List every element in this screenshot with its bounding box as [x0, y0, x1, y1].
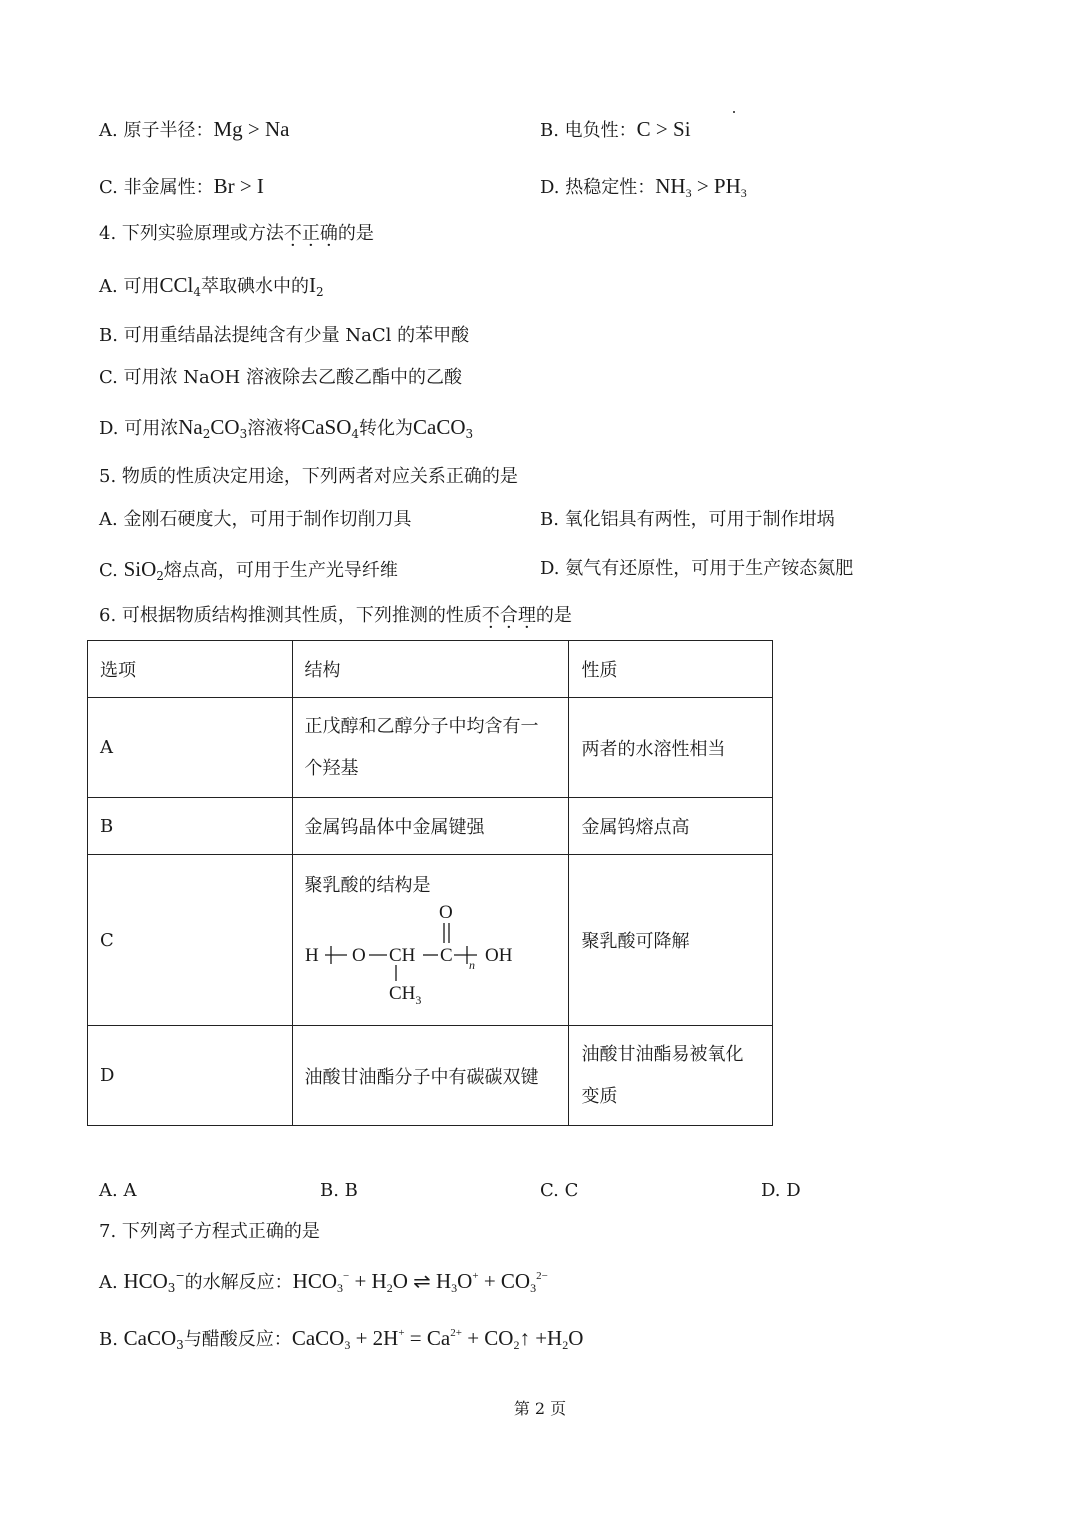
q6-answer-c: C. C: [540, 1180, 579, 1201]
row-option: C: [88, 855, 293, 1026]
emphasis-char: 正: [301, 223, 320, 244]
row-structure: 正戊醇和乙醇分子中均含有一个羟基: [292, 698, 569, 798]
ester-oxygen: O: [351, 945, 366, 966]
carbonyl-oxygen: O: [438, 902, 453, 923]
q3-option-c-formula: Br > I: [213, 174, 264, 198]
row-structure: 油酸甘油酯分子中有碳碳双键: [292, 1026, 569, 1126]
structure-caption: 聚乳酸的结构是: [304, 875, 431, 896]
row-option: A: [88, 698, 293, 798]
table-row: [88, 1026, 773, 1126]
row-property: 两者的水溶性相当: [569, 698, 773, 798]
header-option: 选项: [88, 641, 293, 698]
carbonyl-carbon: C: [439, 945, 453, 966]
row-property: 油酸甘油酯易被氧化变质: [569, 1026, 773, 1126]
q5-option-b: B. 氧化铝具有两性，可用于制作坩埚: [540, 509, 835, 530]
q4-option-b: B. 可用重结晶法提纯含有少量 NaCl 的苯甲酸: [99, 325, 470, 346]
ch-group: CH: [388, 945, 415, 966]
q6-answer-d: D. D: [761, 1180, 801, 1201]
q6-stem: 6. 可根据物质结构推测其性质，下列推测的性质不合理的是: [99, 605, 572, 626]
q7-option-b: B. CaCO$_3$与醋酸反应：CaCO$_3$ + $2H^+ = Ca^{2+}$ + $CO_2↑ +H_2O$: [99, 1326, 584, 1352]
row-option: B: [88, 798, 293, 855]
q3-option-d-label: D. 热稳定性：: [540, 177, 656, 198]
q3-option-a-label: A. 原子半径：: [99, 120, 214, 141]
row-property: 金属钨熔点高: [569, 798, 773, 855]
row-property: 聚乳酸可降解: [569, 855, 773, 1026]
q3-option-d: [540, 174, 747, 200]
q3-option-b-formula: C > Si: [636, 117, 691, 141]
q7-option-a: A. $HCO_3^-$的水解反应：$HCO_3^- + H_2O$ ⇌ $H_3O^+ + CO_3^{2-}$: [99, 1269, 548, 1295]
q5-stem: 5. 物质的性质决定用途，下列两者对应关系正确的是: [99, 466, 518, 487]
q6-answer-b: B. B: [320, 1180, 358, 1201]
emphasis-char: 确: [319, 223, 338, 244]
row-option: D: [88, 1026, 293, 1126]
stray-mark: [733, 111, 735, 113]
q5-option-c: C. SiO$_2$熔点高，可用于生产光导纤维: [99, 557, 398, 583]
q3-option-d-formula: $NH_3 > PH_3$: [655, 174, 747, 200]
end-oh: OH: [484, 945, 512, 966]
q6-answer-a: A. A: [99, 1180, 137, 1201]
q3-option-b-label: B. 电负性：: [540, 120, 637, 141]
q6-table: [87, 640, 773, 1126]
polylactic-acid-structure: [305, 897, 545, 1007]
q4-stem: 4. 下列实验原理或方法不正确的是: [99, 223, 374, 244]
row-structure: 金属钨晶体中金属键强: [292, 798, 569, 855]
emphasis-char: 不: [481, 605, 500, 626]
q7-stem: 7. 下列离子方程式正确的是: [99, 1221, 320, 1242]
q4-option-c: C. 可用浓 NaOH 溶液除去乙酸乙酯中的乙酸: [99, 367, 462, 388]
table-row: [88, 855, 773, 1026]
table-row: [88, 798, 773, 855]
header-structure: 结构: [292, 641, 569, 698]
repeat-n: n: [468, 958, 475, 972]
emphasis-char: 理: [517, 605, 536, 626]
emphasis-char: 合: [499, 605, 518, 626]
end-h: H: [304, 945, 319, 966]
q5-option-d: D. 氨气有还原性，可用于生产铵态氮肥: [540, 558, 854, 579]
methyl-group: $CH_3$: [388, 983, 421, 1007]
table-row: [88, 698, 773, 798]
table-header-row: [88, 641, 773, 698]
row-structure: [292, 855, 569, 1026]
page-number: 第 2 页: [513, 1399, 567, 1418]
q5-option-a: A. 金刚石硬度大，可用于制作切削刀具: [99, 509, 412, 530]
q4-option-a: A. 可用CCl$_4$萃取碘水中的$I_2$: [99, 273, 324, 299]
q3-option-c-label: C. 非金属性：: [99, 177, 214, 198]
q3-option-a: [99, 117, 289, 143]
q3-option-b: [540, 117, 691, 143]
q3-option-c: [99, 174, 264, 200]
q4-option-d: D. 可用浓$Na_2CO_3$溶液将CaSO$_4$转化为CaCO$_3$: [99, 415, 474, 441]
q3-option-a-formula: Mg > Na: [213, 117, 290, 141]
emphasis-char: 不: [283, 223, 302, 244]
header-property: 性质: [569, 641, 773, 698]
